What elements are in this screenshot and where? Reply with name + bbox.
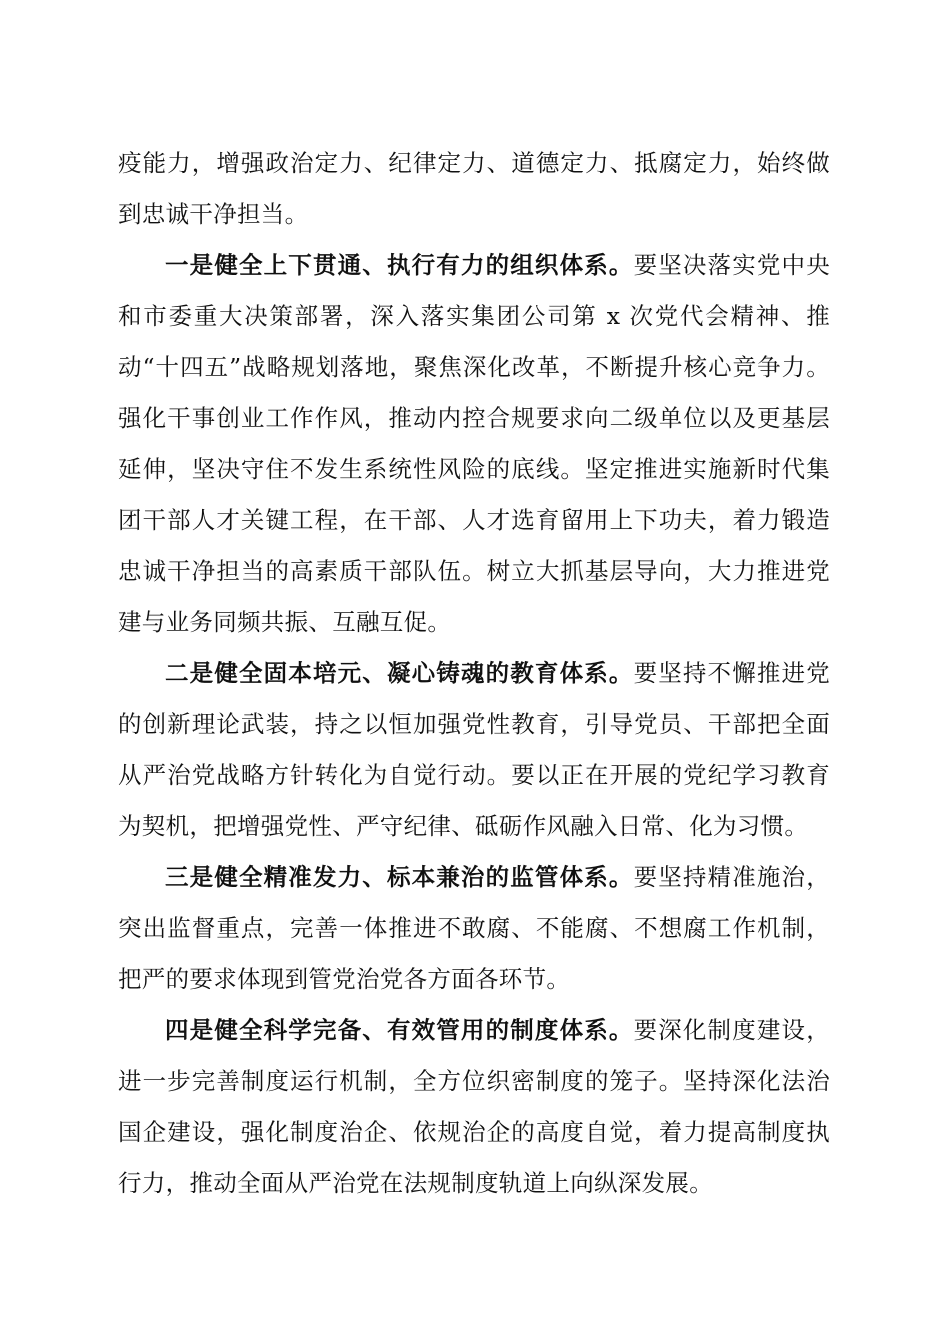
document-body — [118, 138, 830, 1209]
paragraph-text: 要坚决落实党中央和市委重大决策部署，深入落实集团公司第 x 次党代会精神、推动“十四五”战略规划落地，聚焦深化改革，不断提升核心竞争力。强化干事创业工作作风，推动内控合规要求向二级单位以及更基层延伸，坚决守住不发生系统性风险的底线。坚定推进实施新时代集团干部人才关键工程，在干部、人才选育留用上下功夫，着力锻造忠诚干净担当的高素质干部队伍。树立大抓基层导向，大力推进党建与业务同频共振、互融互促。 — [118, 251, 830, 636]
paragraph-text: 疫能力，增强政治定力、纪律定力、道德定力、抵腐定力，始终做到忠诚干净担当。 — [118, 149, 830, 228]
paragraph-text: 要坚持精准施治，突出监督重点，完善一体推进不敢腐、不能腐、不想腐工作机制，把严的要求体现到管党治党各方面各环节。 — [118, 863, 830, 993]
paragraph-continued — [118, 138, 830, 240]
paragraph-supervision-system — [118, 852, 830, 1005]
paragraph-education-system — [118, 648, 830, 852]
paragraph-heading: 二是健全固本培元、凝心铸魂的教育体系。 — [165, 659, 634, 687]
paragraph-text: 要坚持不懈推进党的创新理论武装，持之以恒加强党性教育，引导党员、干部把全面从严治党战略方针转化为自觉行动。要以正在开展的党纪学习教育为契机，把增强党性、严守纪律、砥砺作风融入日常、化为习惯。 — [118, 659, 830, 840]
paragraph-institution-system — [118, 1005, 830, 1209]
paragraph-text: 要深化制度建设，进一步完善制度运行机制，全方位织密制度的笼子。坚持深化法治国企建设，强化制度治企、依规治企的高度自觉，着力提高制度执行力，推动全面从严治党在法规制度轨道上向纵深发展。 — [118, 1016, 830, 1197]
paragraph-heading: 三是健全精准发力、标本兼治的监管体系。 — [165, 863, 634, 891]
paragraph-heading: 一是健全上下贯通、执行有力的组织体系。 — [165, 251, 634, 279]
paragraph-heading: 四是健全科学完备、有效管用的制度体系。 — [165, 1016, 634, 1044]
paragraph-organization-system — [118, 240, 830, 648]
